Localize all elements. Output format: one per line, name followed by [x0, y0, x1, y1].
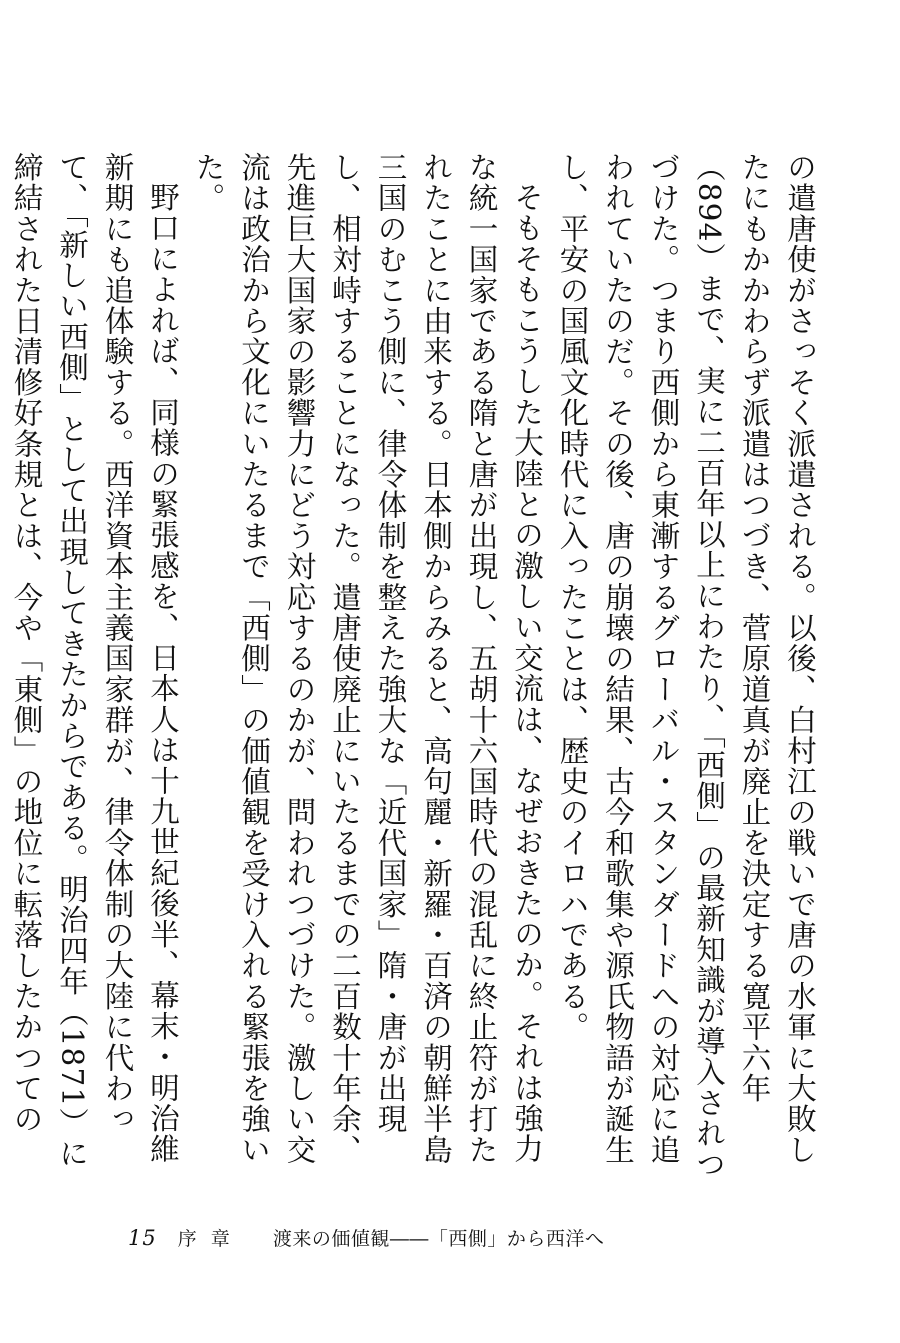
chapter-label: 序章 — [177, 1228, 244, 1250]
paragraph-1: の遣唐使がさっそく派遣される。以後、白村江の戦いで唐の水軍に大敗したにもかかわらず派遣はつづき、菅原道真が廃止を決定する寛平六年（894）まで、実に二百年以上にわたり、「西側」の最新知識が導入されつづけた。つまり西側から東漸するグローバル・スタンダードへの対応に追われていたのだ。その後、唐の崩壊の結果、古今和歌集や源氏物語が誕生し、平安の国風文化時代に入ったことは、歴史のイロハである。 — [555, 152, 817, 1180]
vertical-text-body — [9, 152, 822, 1192]
paragraph-2: そもそもこうした大陸との激しい交流は、なぜおきたのか。それは強力な統一国家である隋と唐が出現し、五胡十六国時代の混乱に終止符が打たれたことに由来する。日本側からみると、高句麗・新羅・百済の朝鮮半島三国のむこう側に、律令体制を整えた強大な「近代国家」隋・唐が出現し、相対峙することになった。遣唐使廃止にいたるまでの二百数十年余、先進巨大国家の影響力にどう対応するのかが、問われつづけた。激しい交流は政治から文化にいたるまで「西側」の価値観を受け入れる緊張を強いた。 — [191, 152, 544, 1166]
chapter-title: 渡来の価値観――「西側」から西洋へ — [272, 1228, 605, 1250]
paragraph-3: 野口によれば、同様の緊張感を、日本人は十九世紀後半、幕末・明治維新期にも追体験する。西洋資本主義国家群が、律令体制の大陸に代わって、「新しい西側」として出現してきたからである。明治四年（1871）に締結された日清修好条規とは、今や「東側」の地位に転落したかつての — [9, 152, 180, 1169]
page-number: 15 — [128, 1226, 157, 1250]
page-footer — [128, 1224, 604, 1251]
